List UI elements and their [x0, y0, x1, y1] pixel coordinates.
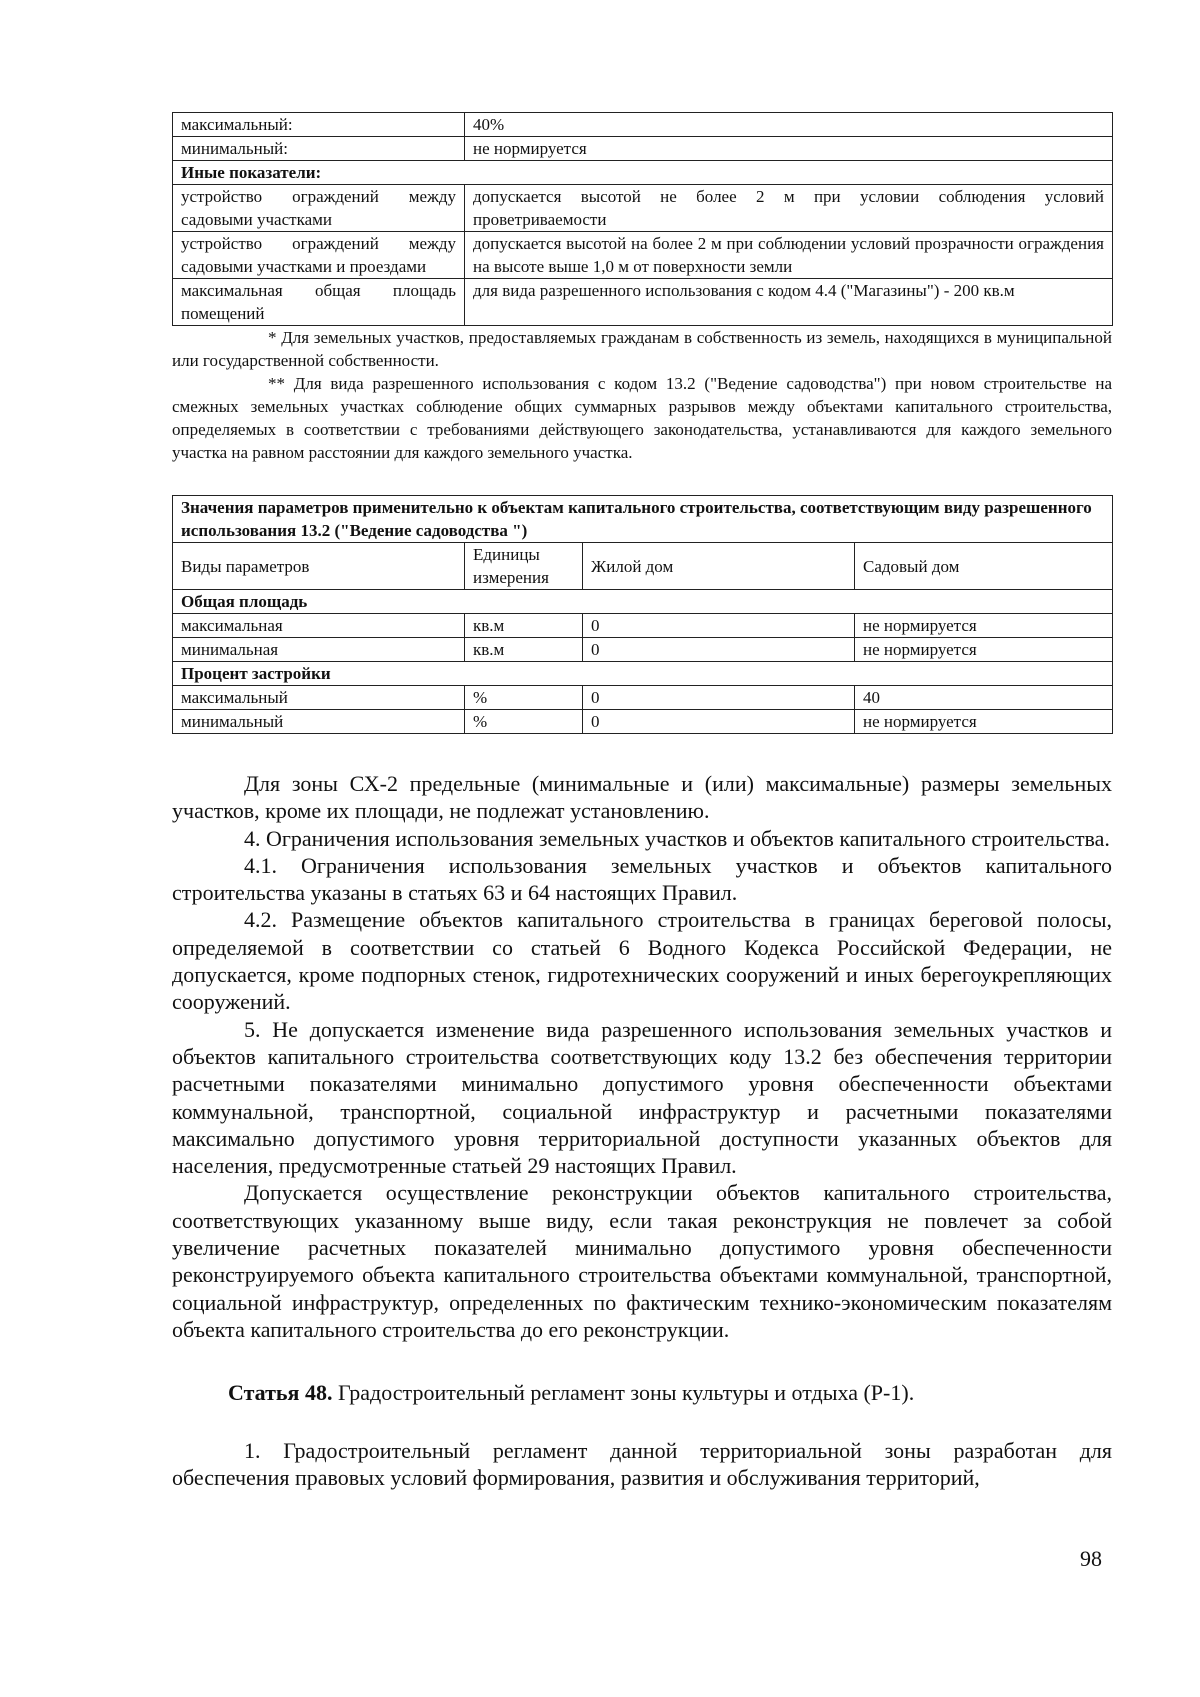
table-cell: минимальный — [173, 710, 465, 734]
document-page — [172, 112, 1112, 1491]
paragraph: Допускается осуществление реконструкции объектов капитального строительства, соответствующих указанному выше виду, если такая реконструкция не повлечет за собой увеличение расчетных показателей минимально допустимого уровня обеспеченности реконструируемого объекта капитального строительства объектами коммунальной, транспортной, социальной инфраструктур, определенных по фактическим технико-экономическим показателям объекта капитального строительства до его реконструкции. — [172, 1180, 1112, 1342]
table-header-row — [173, 543, 1113, 590]
parameters-table — [172, 495, 1113, 734]
table-cell: не нормируется — [855, 614, 1113, 638]
table-cell: максимальная — [173, 614, 465, 638]
table-cell: устройство ограждений между садовыми участками — [173, 185, 465, 232]
page-number: 98 — [1080, 1546, 1102, 1571]
table-caption-row — [173, 496, 1113, 543]
article-body — [172, 1437, 1112, 1492]
table-cell: не нормируется — [465, 137, 1113, 161]
table-cell: допускается высотой на более 2 м при соблюдении условий прозрачности ограждения на высоте выше 1,0 м от поверхности земли — [465, 232, 1113, 279]
article-label: Статья 48. — [228, 1380, 333, 1406]
table-caption: Значения параметров применительно к объектам капитального строительства, соответствующим виду разрешенного использования 13.2 ("Ведение садоводства ") — [173, 496, 1113, 543]
table-cell: не нормируется — [855, 638, 1113, 662]
footnote-1: * Для земельных участков, предоставляемых гражданам в собственность из земель, находящихся в муниципальной или государственной собственности. — [172, 328, 1112, 370]
article-title: Градостроительный регламент зоны культуры и отдыха (Р-1). — [332, 1380, 915, 1406]
section-heading: Иные показатели: — [173, 161, 1113, 185]
footnote-2: ** Для вида разрешенного использования с кодом 13.2 ("Ведение садоводства") при новом строительстве на смежных земельных участках соблюдение общих суммарных разрывов между объектами капитального строительства, определяемых в соответствии с требованиями действующего законодательства, устанавливаются для каждого земельного участка на равном расстоянии для каждого земельного участка. — [172, 374, 1112, 462]
table-cell: кв.м — [465, 614, 583, 638]
paragraph: 1. Градостроительный регламент данной территориальной зоны разработан для обеспечения правовых условий формирования, развития и обслуживания территорий, — [172, 1437, 1112, 1490]
table-cell: 0 — [583, 686, 855, 710]
table-cell: 0 — [583, 614, 855, 638]
column-header: Жилой дом — [583, 543, 855, 590]
column-header: Виды параметров — [173, 543, 465, 590]
table-cell: % — [465, 710, 583, 734]
table-cell: 40% — [465, 113, 1113, 137]
paragraph: 4. Ограничения использования земельных участков и объектов капитального строительства. — [244, 825, 1110, 851]
table-row — [173, 638, 1113, 662]
table-section-row — [173, 161, 1113, 185]
table-row — [173, 710, 1113, 734]
table-cell: 0 — [583, 638, 855, 662]
table-cell: допускается высотой не более 2 м при условии соблюдения условий проветриваемости — [465, 185, 1113, 232]
table-row — [173, 113, 1113, 137]
table-cell: % — [465, 686, 583, 710]
table-cell: устройство ограждений между садовыми участками и проездами — [173, 232, 465, 279]
table-row — [173, 686, 1113, 710]
table-row — [173, 232, 1113, 279]
column-header: Садовый дом — [855, 543, 1113, 590]
group-heading: Процент застройки — [173, 662, 1113, 686]
table-row — [173, 614, 1113, 638]
table-cell: не нормируется — [855, 710, 1113, 734]
table-cell: 40 — [855, 686, 1113, 710]
body-text — [172, 770, 1112, 1491]
footnotes — [172, 326, 1112, 464]
paragraph: 4.1. Ограничения использования земельных участков и объектов капитального строительства указаны в статьях 63 и 64 настоящих Правил. — [172, 852, 1112, 906]
table-cell: 0 — [583, 710, 855, 734]
limits-table — [172, 112, 1113, 326]
paragraph: 4.2. Размещение объектов капитального строительства в границах береговой полосы, определяемой в соответствии со статьей 6 Водного Кодекса Российской Федерации, не допускается, кроме подпорных стенок, гидротехнических сооружений и иных берегоукрепляющих сооружений. — [172, 907, 1112, 1015]
table-cell: кв.м — [465, 638, 583, 662]
table-row — [173, 279, 1113, 326]
table-cell: максимальный: — [173, 113, 465, 137]
table-cell: минимальная — [173, 638, 465, 662]
table-row — [173, 185, 1113, 232]
paragraph: 5. Не допускается изменение вида разрешенного использования земельных участков и объектов капитального строительства соответствующих коду 13.2 без обеспечения территории расчетными показателями минимально допустимого уровня обеспеченности объектами коммунальной, транспортной, социальной инфраструктур и расчетными показателями максимально допустимого уровня территориальной доступности указанных объектов для населения, предусмотренные статьей 29 настоящих Правил. — [172, 1016, 1112, 1179]
column-header: Единицы измерения — [465, 543, 583, 590]
table-cell: максимальная общая площадь помещений — [173, 279, 465, 326]
table-row — [173, 137, 1113, 161]
group-heading: Общая площадь — [173, 590, 1113, 614]
article-heading — [172, 1379, 1112, 1406]
table-group-row — [173, 590, 1113, 614]
table-cell: для вида разрешенного использования с кодом 4.4 ("Магазины") - 200 кв.м — [465, 279, 1113, 326]
table-cell: максимальный — [173, 686, 465, 710]
table-cell: минимальный: — [173, 137, 465, 161]
paragraph: Для зоны СХ-2 предельные (минимальные и (или) максимальные) размеры земельных участков, кроме их площади, не подлежат установлению. — [172, 771, 1112, 824]
table-group-row — [173, 662, 1113, 686]
